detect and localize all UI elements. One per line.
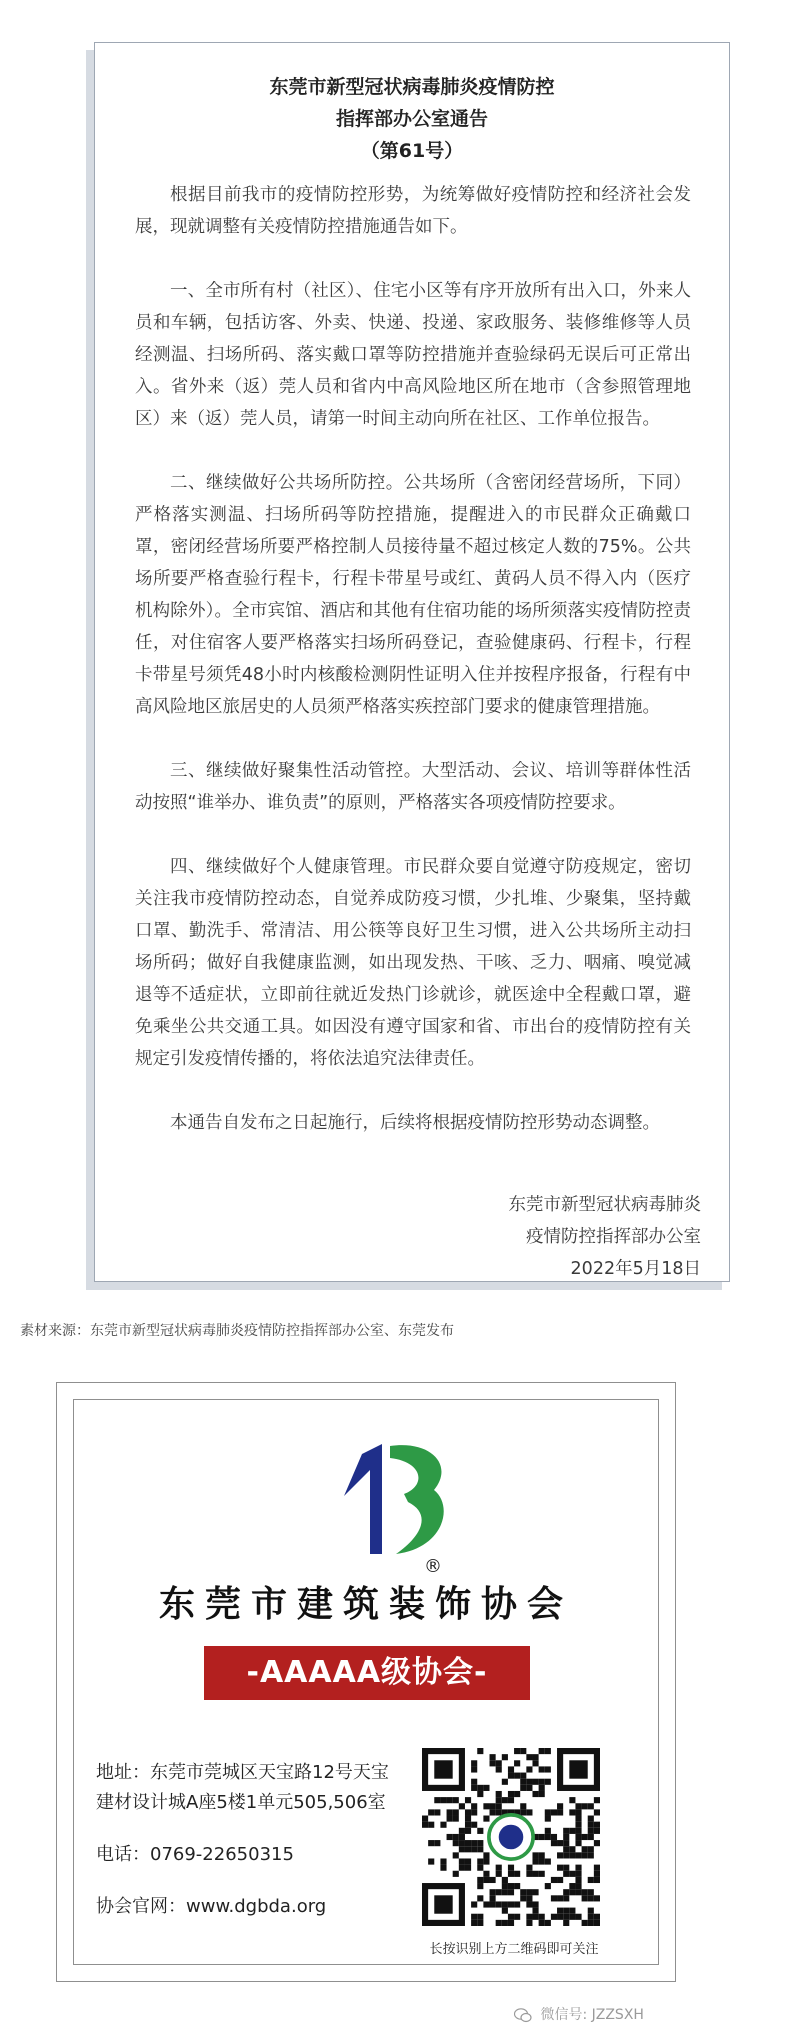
signature-date: 2022年5月18日 (570, 1259, 701, 1279)
notice-paragraph-3: 三、继续做好聚集性活动管控。大型活动、会议、培训等群体性活动按照“谁举办、谁负责”的原则，严格落实各项疫情防控要求。 (135, 761, 691, 813)
notice-signature (509, 1189, 702, 1285)
wechat-icon (514, 2008, 532, 2023)
logo-green-swoosh (390, 1445, 444, 1554)
association-card (56, 1382, 676, 1982)
notice-paragraph-intro: 根据目前我市的疫情防控形势，为统筹做好疫情防控和经济社会发展，现就调整有关疫情防控措施通告如下。 (135, 185, 691, 237)
notice-title-line2: 指挥部办公室通告 (335, 108, 488, 130)
notice-box (94, 42, 730, 1282)
signature-line2: 疫情防控指挥部办公室 (526, 1227, 701, 1247)
address-text: 地址：东莞市莞城区天宝路12号天宝建材设计城A座5楼1单元505,506室 (96, 1762, 389, 1813)
notice-number: （第61号） (360, 140, 464, 162)
notice-title (95, 71, 729, 167)
notice-body (135, 179, 691, 1171)
association-name: 东莞市建筑装饰协会 (158, 1584, 573, 1625)
contact-info (96, 1758, 396, 1944)
notice-paragraph-closing: 本通告自发布之日起施行，后续将根据疫情防控形势动态调整。 (170, 1113, 660, 1133)
registered-mark: ® (424, 1556, 442, 1576)
notice-title-line1: 东莞市新型冠状病毒肺炎疫情防控 (269, 76, 555, 98)
level-banner: -AAAAA级协会- (204, 1646, 530, 1700)
phone-text: 电话：0769-22650315 (96, 1844, 294, 1865)
wechat-watermark (514, 2004, 644, 2024)
association-logo (304, 1436, 464, 1576)
wechat-id: 微信号: JZZSXH (540, 2007, 644, 2023)
notice-paragraph-4: 四、继续做好个人健康管理。市民群众要自觉遵守防疫规定，密切关注我市疫情防控动态，自觉养成防疫习惯，少扎堆、少聚集，坚持戴口罩、勤洗手、常清洁、用公筷等良好卫生习惯，进入公共场所主动扫场所码；做好自我健康监测，如出现发热、干咳、乏力、咽痛、嗅觉减退等不适症状，立即前往就近发热门诊就诊，就医途中全程戴口罩，避免乘坐公共交通工具。如因没有遵守国家和省、市出台的疫情防控有关规定引发疫情传播的，将依法追究法律责任。 (135, 857, 691, 1069)
signature-line1: 东莞市新型冠状病毒肺炎 (508, 1195, 701, 1215)
source-note: 素材来源：东莞市新型冠状病毒肺炎疫情防控指挥部办公室、东莞发布 (20, 1323, 454, 1339)
qr-code[interactable] (422, 1748, 600, 1926)
logo-blue-stroke (344, 1444, 382, 1554)
qr-caption: 长按识别上方二维码即可关注 (429, 1942, 599, 1957)
association-card-inner (73, 1399, 659, 1965)
notice-paragraph-1: 一、全市所有村（社区）、住宅小区等有序开放所有出入口，外来人员和车辆，包括访客、外卖、快递、投递、家政服务、装修维修等人员经测温、扫场所码、落实戴口罩等防控措施并查验绿码无误后可正常出入。省外来（返）莞人员和省内中高风险地区所在地市（含参照管理地区）来（返）莞人员，请第一时间主动向所在社区、工作单位报告。 (135, 281, 691, 429)
website-text[interactable]: 协会官网：www.dgbda.org (96, 1896, 327, 1917)
notice-paragraph-2: 二、继续做好公共场所防控。公共场所（含密闭经营场所，下同）严格落实测温、扫场所码等防控措施，提醒进入的市民群众正确戴口罩，密闭经营场所要严格控制人员接待量不超过核定人数的75%。公共场所要严格查验行程卡，行程卡带星号或红、黄码人员不得入内（医疗机构除外）。全市宾馆、酒店和其他有住宿功能的场所须落实疫情防控责任，对住宿客人要严格落实扫场所码登记，查验健康码、行程卡，行程卡带星号须凭48小时内核酸检测阴性证明入住并按程序报备，行程有中高风险地区旅居史的人员须严格落实疾控部门要求的健康管理措施。 (135, 473, 691, 717)
